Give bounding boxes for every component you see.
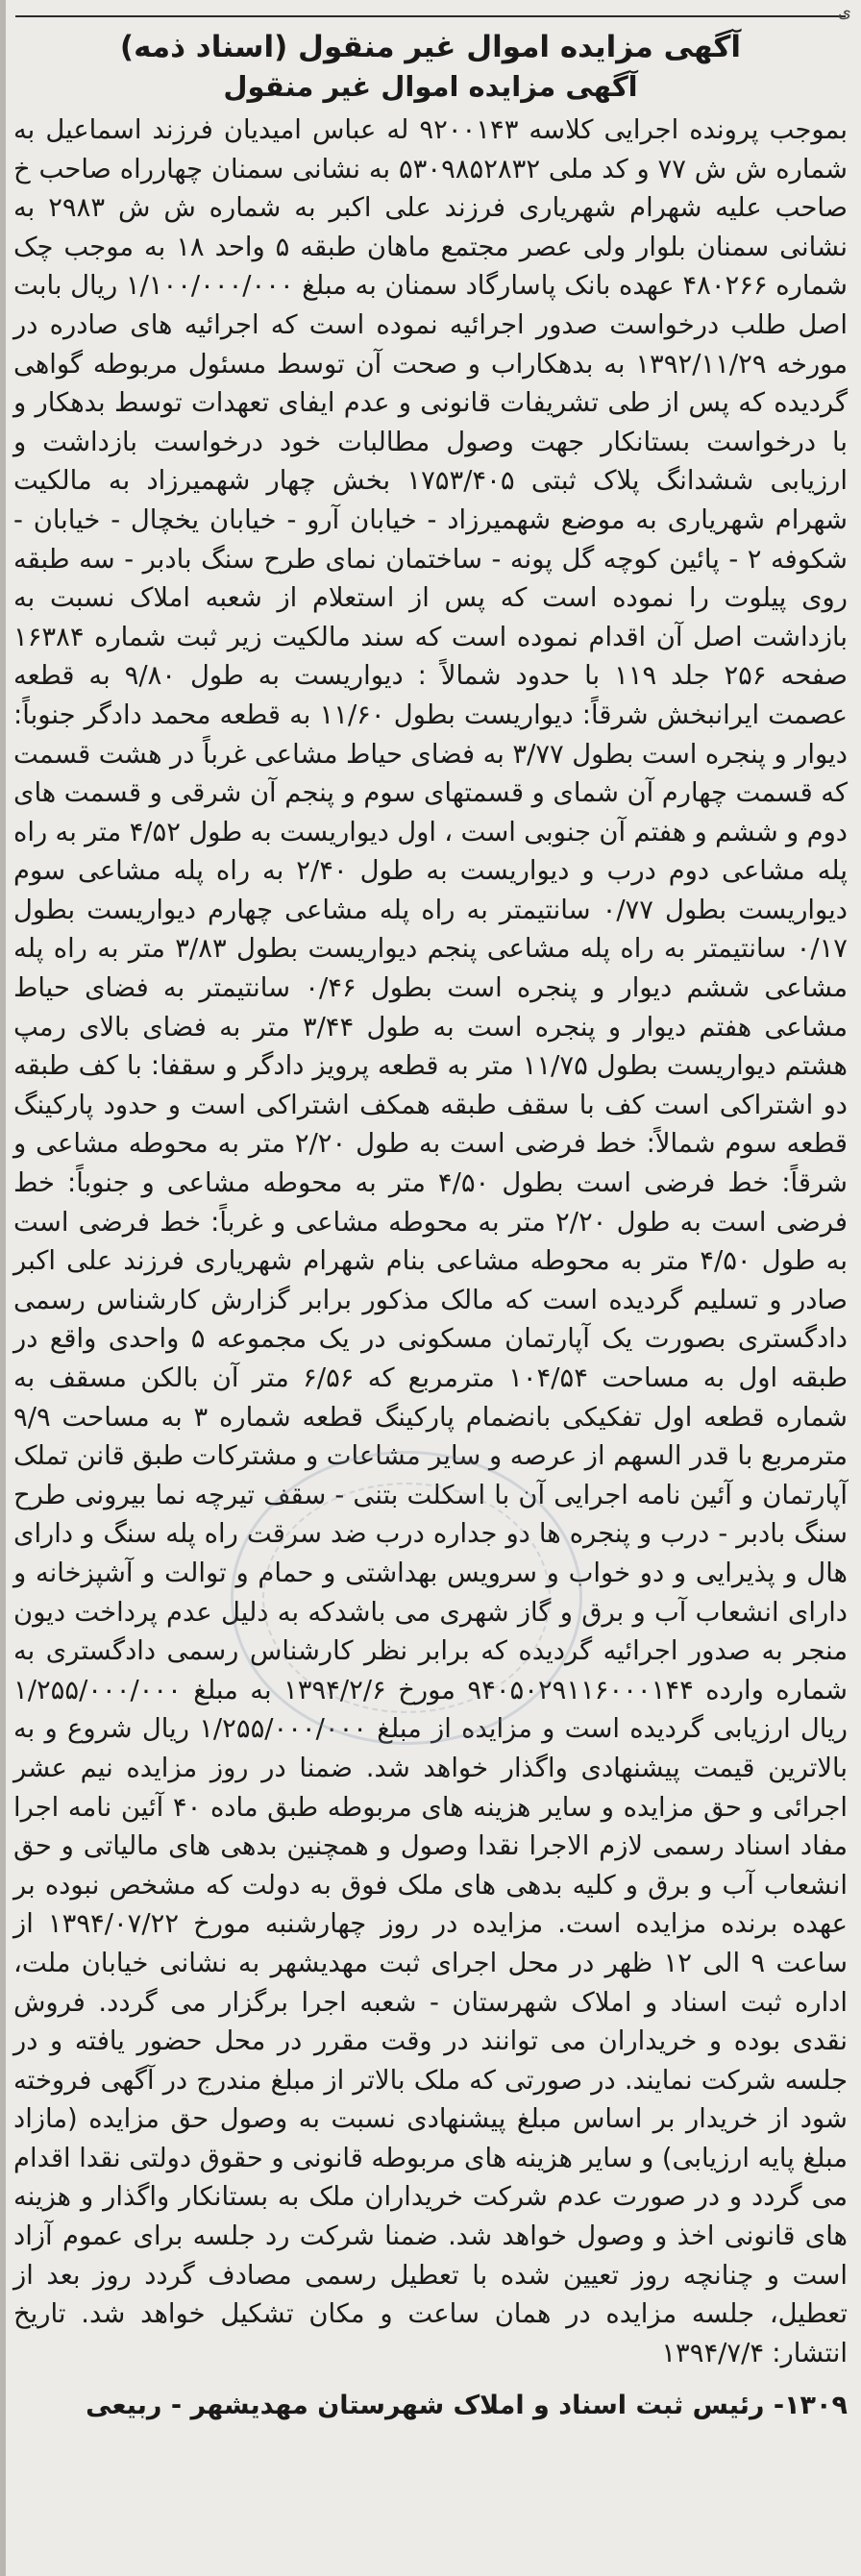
scan-edge xyxy=(0,0,6,2576)
notice-subtitle: آگهی مزایده اموال غیر منقول xyxy=(223,70,638,103)
notice-body: بموجب پرونده اجرایی کلاسه ۹۲۰۰۱۴۳ له عباس امیدیان فرزند اسماعیل به شماره ش ش ۷۷ و کد ملی ۵۳۰۹۸۵۲۸۳۲ به نشانی سمنان چهارراه صاحب خ صاحب علیه شهرام شهریاری فرزند علی اکبر به شماره ش ش ۲۹۸۳ به نشانی سمنان بلوار ولی عصر مجتمع ماهان طبقه ۵ واحد ۱۸ به موجب چک شماره ۴۸۰۲۶۶ عهده بانک پاسارگاد سمنان به مبلغ ۱/۱۰۰/۰۰۰/۰۰۰ ریال بابت اصل طلب درخواست صدور اجرائیه نموده است که اجرائیه های صادره در مورخه ۱۳۹۲/۱۱/۲۹ به بدهکاراب و صحت آن توسط مسئول مربوطه گواهی گردیده که پس از طی تشریفات قانونی و عدم ایفای تعهدات توسط بدهکار و با درخواست بستانکار جهت وصول مطالبات خود درخواست بازداشت و ارزیابی ششدانگ پلاک ثبتی ۱۷۵۳/۴۰۵ بخش چهار شهمیرزاد به مالکیت شهرام شهریاری به موضع شهمیرزاد - خیابان آرو - خیابان یخچال - خیابان - شکوفه ۲ - پائین کوچه گل پونه - ساختمان نمای طرح سنگ بادبر - سه طبقه روی پیلوت را نموده است که پس از استعلام از شعبه املاک نسبت به بازداشت اصل آن اقدام نموده است که سند مالکیت زیر ثبت شماره ۱۶۳۸۴ صفحه ۲۵۶ جلد ۱۱۹ با حدود شمالاً : دیواریست به طول ۹/۸۰ به قطعه عصمت ایرانبخش شرقاً: دیواریست بطول ۱۱/۶۰ به قطعه محمد دادگر جنوباً: دیوار و پنجره است بطول ۳/۷۷ به فضای حیاط مشاعی غرباً در هشت قسمت که قسمت چهارم آن شمای و قسمتهای سوم و پنجم آن شرقی و قسمت های دوم و ششم و هفتم آن جنوبی است ، اول دیواریست به طول ۴/۵۲ متر به راه پله مشاعی دوم درب و دیواریست به طول ۲/۴۰ به راه پله مشاعی سوم دیواریست بطول ۰/۷۷ سانتیمتر به راه پله مشاعی چهارم دیواریست بطول ۰/۱۷ سانتیمتر به راه پله مشاعی پنجم دیواریست بطول ۳/۸۳ متر به راه پله مشاعی ششم دیوار و پنجره است بطول ۰/۴۶ سانتیمتر به فضای حیاط مشاعی هفتم دیوار و پنجره است به طول ۳/۴۴ متر به فضای بالای رمپ هشتم دیواریست بطول ۱۱/۷۵ متر به قطعه پرویز دادگر و سقفا: با کف طبقه دو اشتراکی است کف با سقف طبقه همکف اشتراکی است و حدود پارکینگ قطعه سوم شمالاً: خط فرضی است به طول ۲/۲۰ متر به محوطه مشاعی و شرقاً: خط فرضی است بطول ۴/۵۰ متر به محوطه مشاعی و جنوباً: خط فرضی است به طول ۲/۲۰ متر به محوطه مشاعی و غرباً: خط فرضی است به طول ۴/۵۰ متر به محوطه مشاعی بنام شهرام شهریاری فرزند علی اکبر صادر و تسلیم گردیده است که مالک مذکور برابر گزارش کارشناس رسمی دادگستری بصورت یک آپارتمان مسکونی در یک مجموعه ۵ واحدی واقع در طبقه اول به مساحت ۱۰۴/۵۴ مترمربع که ۶/۵۶ متر آن بالکن مسقف به شماره قطعه اول تفکیکی بانضمام پارکینگ قطعه شماره ۳ به مساحت ۹/۹ مترمربع با قدر السهم از عرصه و سایر مشاعات و مشترکات طبق قانن تملک آپارتمان و آئین نامه اجرایی آن با اسکلت بتنی - سقف تیرچه نما بیرونی طرح سنگ بادبر - درب و پنجره ها دو جداره درب ضد سرقت راه پله سنگ و دارای هال و پذیرایی و دو خواب و سرویس بهداشتی و حمام و توالت و آشپزخانه و دارای انشعاب آب و برق و گاز شهری می باشدکه به دلیل عدم پرداخت دیون منجر به صدور اجرائیه گردیده که برابر نظر کارشناس رسمی دادگستری به شماره وارده ۹۴۰۵۰۲۹۱۱۶۰۰۰۱۴۴ مورخ ۱۳۹۴/۲/۶ به مبلغ ۱/۲۵۵/۰۰۰/۰۰۰ ریال ارزیابی گردیده است و مزایده از مبلغ ۱/۲۵۵/۰۰۰/۰۰۰ ریال شروع و به بالاترین قیمت پیشنهادی واگذار خواهد شد. ضمنا در روز مزایده نیم عشر اجرائی و حق مزایده و سایر هزینه های مربوطه طبق ماده ۴۰ آئین نامه اجرا مفاد اسناد رسمی لازم الاجرا نقدا وصول و همچنین بدهی های مالیاتی و حق انشعاب آب و برق و کلیه بدهی های ملک فوق به دولت که مشخص نبوده بر عهده برنده مزایده است. مزایده در روز چهارشنبه مورخ ۱۳۹۴/۰۷/۲۲ از ساعت ۹ الی ۱۲ ظهر در محل اجرای ثبت مهدیشهر به نشانی خیابان ملت، اداره ثبت اسناد و املاک شهرستان - شعبه اجرا برگزار می گردد. فروش نقدی بوده و خریداران می توانند در وقت مقرر در محل حضور یافته و در جلسه شرکت نمایند. در صورتی که ملک بالاتر از مبلغ مندرج در آگهی فروخته شود از خریدار بر اساس مبلغ پیشنهادی نسبت به وصول حق مزایده (مازاد مبلغ پایه ارزیابی) و سایر هزینه های مربوطه قانونی و حقوق دولتی نقدا اقدام می گردد و در صورت عدم شرکت خریداران ملک به بستانکار واگذار و هزینه های قانونی اخذ و وصول خواهد شد. ضمنا شرکت رد جلسه برای عموم آزاد است و چنانچه روز تعیین شده با تعطیل رسمی مصادف گردد روز بعد از تعطیل، جلسه مزایده در همان ساعت و مکان تشکیل خواهد شد. تاریخ انتشار: ۱۳۹۴/۷/۴ xyxy=(13,115,849,2368)
notice-signature: ۱۳۰۹- رئیس ثبت اسناد و املاک شهرستان مهدیشهر - ربیعی xyxy=(86,2391,848,2421)
top-rule xyxy=(15,8,846,17)
notice-title: آگهی مزایده اموال غیر منقول (اسناد ذمه) xyxy=(119,30,742,64)
corner-tag: ی xyxy=(837,2,851,22)
